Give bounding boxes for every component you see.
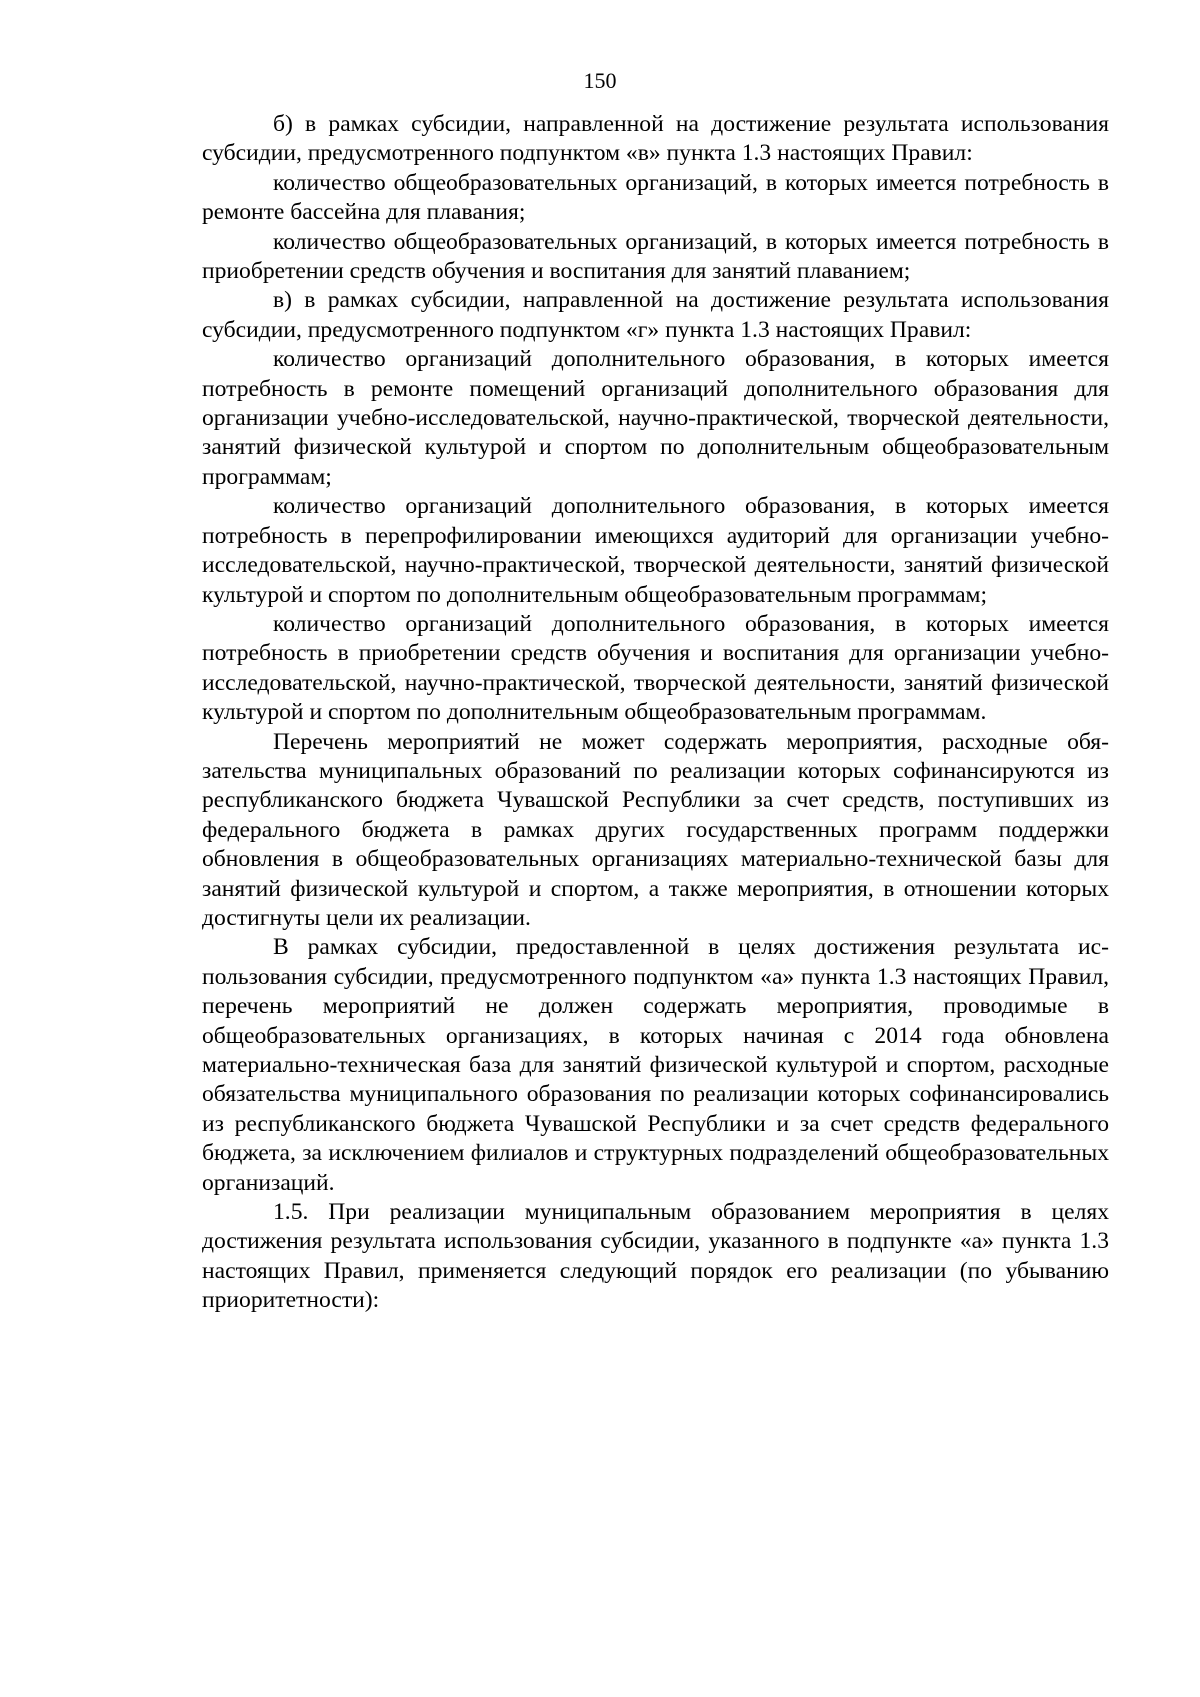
paragraph-subsidy-c: в) в рамках субсидии, направленной на достижение результата использования субсидии, предусмотренного подпунктом «г» пункта 1.3 настоящих Правил: (202, 287, 1109, 343)
paragraph-premises-repair-count: количество организаций дополнительного образования, в которых имеется потребность в ремонте помещений организаций дополнительного образования для организации учебно-исследовательской, научно-практической, творческой деятельности, занятий физической культурой и спортом по дополнительным общеобразовательным программам; (202, 346, 1109, 490)
paragraph-measures-exclusion: Перечень мероприятий не может содержать мероприятия, расходные обязательства муниципальных образований по реализации которых софинансируются из республиканского бюджета Чувашской Республики за счет средств, поступивших из федерального бюджета в рамках других государственных программ поддержки обновления в общеобразовательных организациях материально-технической базы для занятий физической культурой и спортом, а также мероприятия, в отношении которых достигнуты цели их реализации. (202, 728, 1109, 931)
paragraph-auditorium-reprofiling-count: количество организаций дополнительного образования, в которых имеется потребность в перепрофилировании имеющихся аудиторий для организации учебно-исследовательской, научно-практической, творческой деятельности, занятий физической культурой и спортом по дополнительным общеобразовательным программам; (202, 493, 1109, 608)
paragraph-pool-repair-count: количество общеобразовательных организаций, в которых имеется потребность в ремонте бассейна для плавания; (202, 169, 1109, 226)
paragraph-subsidy-b: б) в рамках субсидии, направленной на достижение результата использования субсидии, предусмотренного подпунктом «в» пункта 1.3 настоящих Правил: (202, 111, 1109, 167)
document-body (202, 110, 1109, 1316)
paragraph-subsidy-a-restriction: В рамках субсидии, предоставленной в целях достижения результата использования субсидии, предусмотренного подпунктом «а» пункта 1.3 настоящих Правил, перечень мероприятий не должен содержать мероприятия, проводимые в общеобразовательных организациях, в которых начиная с 2014 года обновлена материально-техническая база для занятий физической культурой и спортом, расходные обязательства муниципального образования по реализации которых софинансировались из республиканского бюджета Чувашской Республики и за счет средств федерального бюджета, за исключением филиалов и структурных подразделений общеобразовательных организаций. (202, 934, 1109, 1196)
paragraph-section-1-5: 1.5. При реализации муниципальным образованием мероприятия в целях достижения результата использования субсидии, указанного в подпункте «а» пункта 1.3 настоящих Правил, применяется следующий порядок его реализации (по убыванию приоритетности): (202, 1199, 1109, 1314)
page-number: 150 (583, 68, 617, 93)
paragraph-training-equipment-count: количество организаций дополнительного образования, в которых имеется потребность в приобретении средств обучения и воспитания для организации учебно-исследовательской, научно-практической, творческой деятельности, занятий физической культурой и спортом по дополнительным общеобразовательным программам. (202, 610, 1109, 726)
paragraph-swimming-equipment-count: количество общеобразовательных организаций, в которых имеется потребность в приобретении средств обучения и воспитания для занятий плаванием; (202, 228, 1109, 285)
